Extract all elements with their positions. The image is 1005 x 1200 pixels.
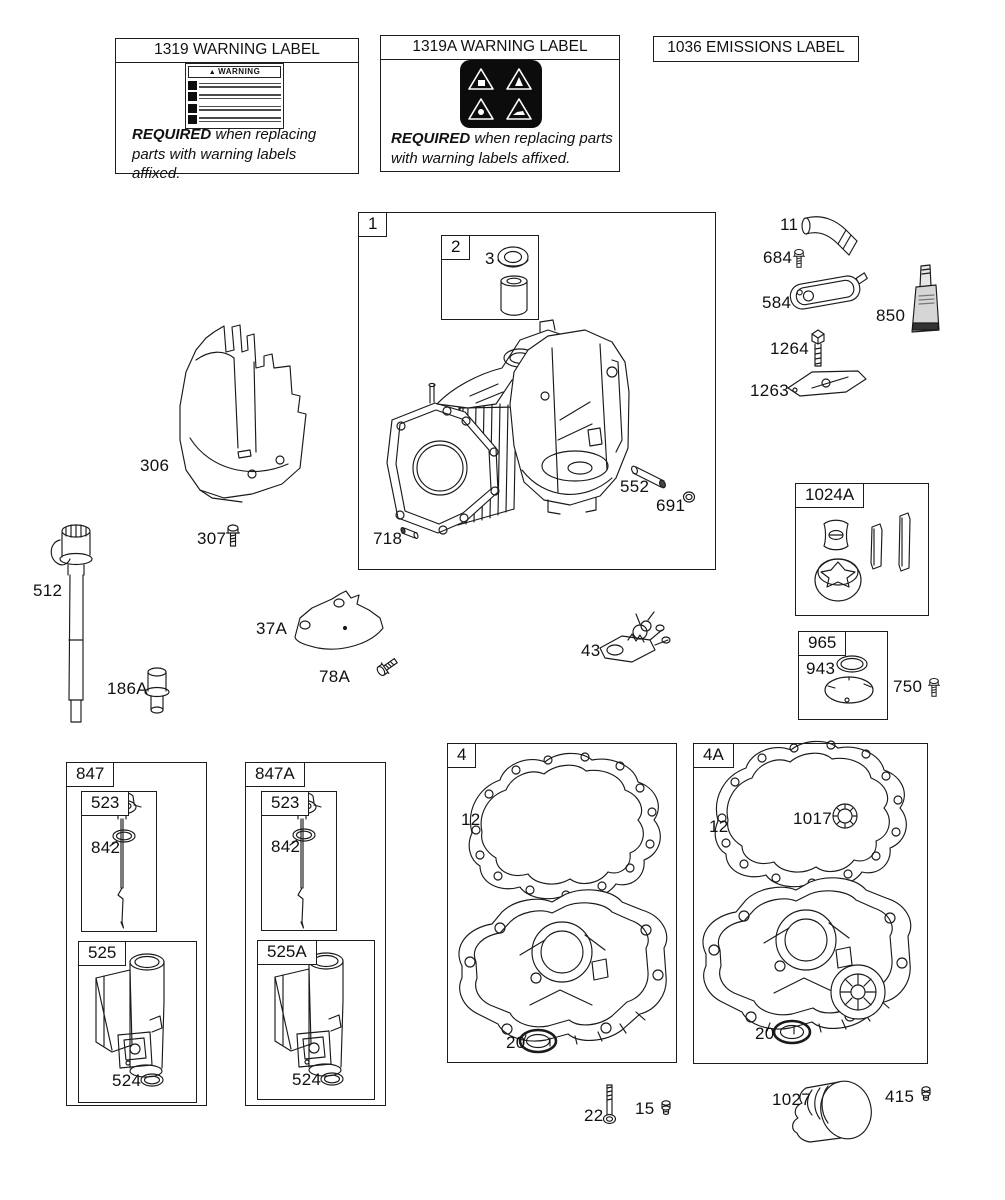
part-label-22: 22 (584, 1106, 604, 1125)
emissions-label-1036-box (653, 36, 859, 62)
warning-triangle-icon: ▲ (208, 69, 217, 76)
warning-sticker-row (188, 92, 281, 101)
part-label-842-left: 842 (91, 838, 121, 857)
part-label-307: 307 (197, 529, 227, 548)
bolt-22-drawing (604, 1085, 616, 1124)
warning-sticker-row (188, 81, 281, 90)
breather-cover-584-drawing (788, 273, 870, 311)
sealant-tube-850-drawing (912, 265, 939, 332)
screw-307-drawing (227, 525, 240, 546)
fumes-pictogram-icon (188, 104, 197, 113)
part-label-20-box4: 20 (506, 1033, 526, 1052)
part-label-78a: 78A (319, 667, 351, 686)
oil-filter-1027-drawing (793, 1076, 878, 1144)
box-4 (447, 743, 677, 1063)
governor-43-drawing (600, 612, 670, 662)
part-label-850: 850 (876, 306, 906, 325)
bracket-37A-drawing (295, 591, 383, 649)
plug-15-drawing (662, 1101, 670, 1115)
box-523-left (81, 791, 157, 932)
part-label-943: 943 (806, 659, 836, 678)
part-label-524-left: 524 (112, 1071, 142, 1090)
part-label-415: 415 (885, 1087, 915, 1106)
warning-label-1319-box (115, 38, 359, 182)
fire-pictogram-icon (188, 92, 197, 101)
part-label-43: 43 (581, 641, 601, 660)
warning-label-1319a-box (380, 35, 620, 172)
box-847a-tag: 847A (246, 763, 305, 787)
screw-78A-drawing (375, 655, 400, 678)
warning-sticker-1319 (185, 63, 284, 129)
required-note-1319: REQUIRED when replacing parts with warning labels affixed. (132, 126, 317, 182)
part-label-15: 15 (635, 1099, 655, 1118)
part-label-3: 3 (485, 249, 495, 268)
part-label-718: 718 (373, 529, 403, 548)
warning-sticker-header: ▲ WARNING (188, 66, 281, 78)
part-label-750: 750 (893, 677, 923, 696)
part-label-1263: 1263 (750, 381, 790, 400)
part-label-306: 306 (140, 456, 170, 475)
screw-750-drawing (928, 678, 939, 696)
box-1024a (795, 483, 929, 616)
part-label-524-right: 524 (292, 1070, 322, 1089)
box-4-tag: 4 (448, 744, 476, 768)
box-4a-tag: 4A (694, 744, 734, 768)
box-525a-tag: 525A (258, 941, 317, 965)
part-label-1017: 1017 (793, 809, 833, 828)
baffle-306-drawing (180, 325, 306, 502)
part-label-37a: 37A (256, 619, 288, 638)
warning-label-1319a-title: 1319A WARNING LABEL (381, 36, 619, 60)
part-label-684: 684 (763, 248, 793, 267)
plug-186A-drawing (145, 668, 169, 713)
box-523-right-tag: 523 (262, 792, 309, 816)
box-1024a-tag: 1024A (796, 484, 864, 508)
manual-pictogram-icon (188, 81, 197, 90)
part-label-1264: 1264 (770, 339, 810, 358)
cover-plate-1263-drawing (788, 371, 866, 396)
required-note-1319a: REQUIRED when replacing parts with warning labels affixed. (391, 130, 613, 167)
breather-tube-11-drawing (802, 217, 857, 255)
box-2 (441, 235, 539, 320)
part-label-691: 691 (656, 496, 686, 515)
oil-fill-tube-512-drawing (51, 525, 92, 722)
part-label-512: 512 (33, 581, 63, 600)
warning-sticker-row (188, 115, 281, 124)
box-2-tag: 2 (442, 236, 470, 260)
screw-684-drawing (793, 249, 804, 267)
warning-label-1319-title: 1319 WARNING LABEL (116, 39, 358, 63)
box-965-tag: 965 (799, 632, 846, 656)
box-523-right (261, 791, 337, 931)
hot-surface-pictogram-icon (188, 115, 197, 124)
box-847-tag: 847 (67, 763, 114, 787)
part-label-1027: 1027 (772, 1090, 812, 1109)
part-label-20-box4a: 20 (755, 1024, 775, 1043)
emissions-label-1036-title: 1036 EMISSIONS LABEL (667, 39, 845, 56)
part-label-186a: 186A (107, 679, 148, 698)
part-label-12-box4: 12 (461, 810, 481, 829)
plug-415-drawing (922, 1087, 930, 1101)
box-523-left-tag: 523 (82, 792, 129, 816)
box-4a (693, 743, 928, 1064)
bolt-1264-drawing (812, 330, 824, 366)
box-1-tag: 1 (359, 213, 387, 237)
box-525-tag: 525 (79, 942, 126, 966)
part-label-584: 584 (762, 293, 792, 312)
part-label-12-box4a: 12 (709, 817, 729, 836)
warning-sticker-1319a (459, 59, 543, 129)
warning-sticker-row (188, 104, 281, 113)
part-label-842-right: 842 (271, 837, 301, 856)
part-label-552: 552 (620, 477, 650, 496)
part-label-11: 11 (780, 215, 799, 234)
